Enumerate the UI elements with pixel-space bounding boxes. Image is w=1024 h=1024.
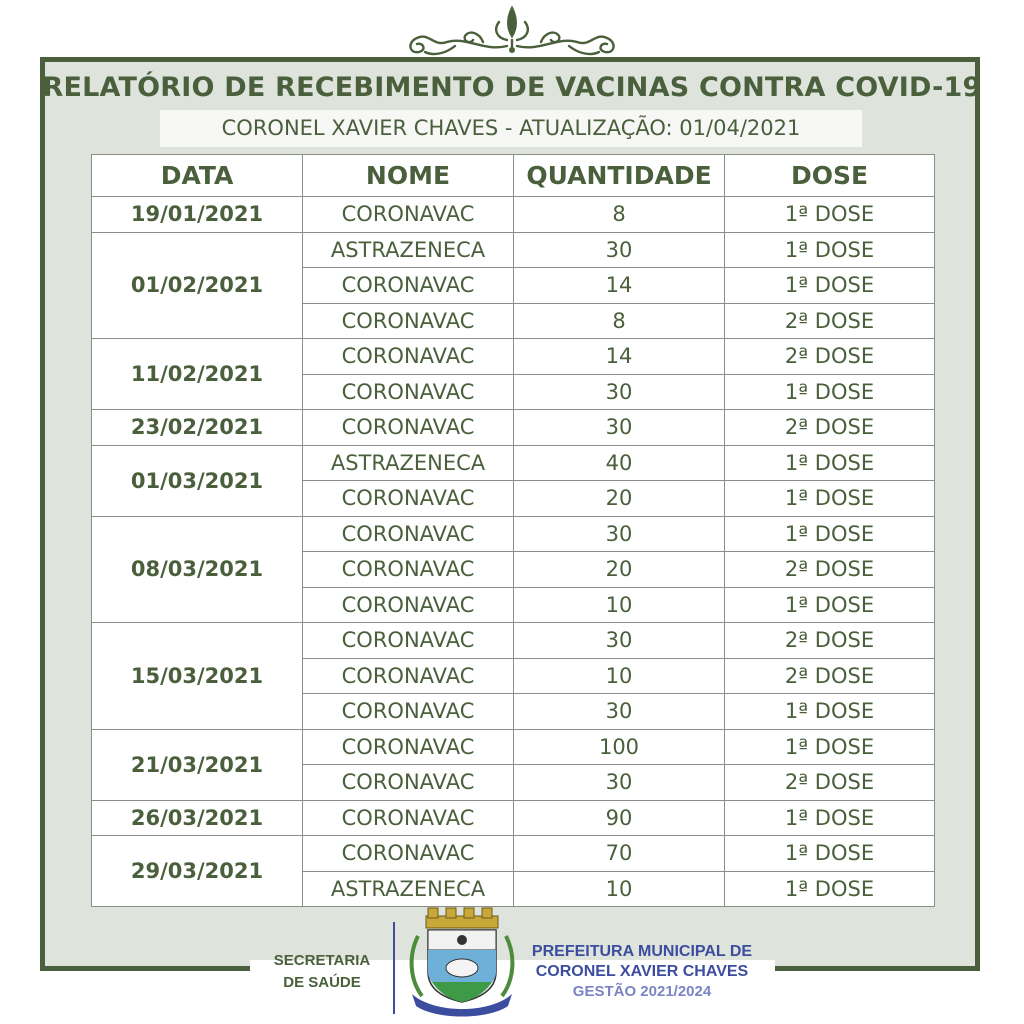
table-row [92,410,935,446]
name-cell: ASTRAZENECA [303,871,514,907]
dose-cell: 1ª DOSE [725,232,935,268]
name-cell: ASTRAZENECA [303,232,514,268]
quantity-cell: 8 [514,303,725,339]
quantity-cell: 14 [514,268,725,304]
report-title: RELATÓRIO DE RECEBIMENTO DE VACINAS CONTRA COVID-19 [42,72,982,103]
quantity-cell: 8 [514,197,725,233]
gestao-label: GESTÃO 2021/2024 [572,983,712,1000]
dose-cell: 1ª DOSE [725,694,935,730]
date-cell: 21/03/2021 [92,729,303,800]
dose-cell: 2ª DOSE [725,623,935,659]
prefeitura-line1: PREFEITURA MUNICIPAL DE [531,943,753,960]
table-row [92,197,935,233]
name-cell: CORONAVAC [303,836,514,872]
dose-cell: 1ª DOSE [725,481,935,517]
name-cell: CORONAVAC [303,765,514,801]
date-cell: 26/03/2021 [92,800,303,836]
quantity-cell: 70 [514,836,725,872]
quantity-cell: 90 [514,800,725,836]
dose-cell: 2ª DOSE [725,552,935,588]
name-cell: ASTRAZENECA [303,445,514,481]
dose-cell: 1ª DOSE [725,445,935,481]
table-body [92,197,935,907]
name-cell: CORONAVAC [303,374,514,410]
date-cell: 01/02/2021 [92,232,303,339]
date-cell: 08/03/2021 [92,516,303,623]
date-cell: 01/03/2021 [92,445,303,516]
quantity-cell: 30 [514,623,725,659]
table-row [92,232,935,268]
quantity-cell: 30 [514,374,725,410]
dose-cell: 1ª DOSE [725,836,935,872]
date-cell: 19/01/2021 [92,197,303,233]
header-quantidade: QUANTIDADE [514,155,725,197]
table-row [92,339,935,375]
flourish-ornament-icon [395,2,629,60]
dose-cell: 1ª DOSE [725,197,935,233]
dose-cell: 2ª DOSE [725,765,935,801]
quantity-cell: 10 [514,587,725,623]
quantity-cell: 30 [514,516,725,552]
dose-cell: 2ª DOSE [725,339,935,375]
name-cell: CORONAVAC [303,729,514,765]
table-header-row [92,155,935,197]
secretaria-line1: SECRETARIA [273,952,371,969]
date-cell: 11/02/2021 [92,339,303,410]
name-cell: CORONAVAC [303,658,514,694]
prefeitura-label [522,942,762,1002]
quantity-cell: 40 [514,445,725,481]
table-row [92,836,935,872]
dose-cell: 1ª DOSE [725,871,935,907]
header-data: DATA [92,155,303,197]
date-cell: 23/02/2021 [92,410,303,446]
table-row [92,729,935,765]
name-cell: CORONAVAC [303,197,514,233]
name-cell: CORONAVAC [303,410,514,446]
footer-divider [393,922,395,1014]
table-row [92,623,935,659]
name-cell: CORONAVAC [303,268,514,304]
quantity-cell: 30 [514,765,725,801]
secretaria-label [262,950,382,994]
report-subtitle: CORONEL XAVIER CHAVES - ATUALIZAÇÃO: 01/04/2021 [221,116,801,140]
quantity-cell: 30 [514,232,725,268]
date-cell: 15/03/2021 [92,623,303,730]
date-cell: 29/03/2021 [92,836,303,907]
quantity-cell: 30 [514,694,725,730]
dose-cell: 2ª DOSE [725,658,935,694]
table-row [92,445,935,481]
table-row [92,516,935,552]
quantity-cell: 14 [514,339,725,375]
name-cell: CORONAVAC [303,552,514,588]
header-nome: NOME [303,155,514,197]
quantity-cell: 20 [514,552,725,588]
quantity-cell: 10 [514,871,725,907]
dose-cell: 1ª DOSE [725,374,935,410]
quantity-cell: 30 [514,410,725,446]
dose-cell: 1ª DOSE [725,516,935,552]
name-cell: CORONAVAC [303,516,514,552]
prefeitura-line2: CORONEL XAVIER CHAVES [535,963,749,980]
name-cell: CORONAVAC [303,339,514,375]
secretaria-line2: DE SAÚDE [283,974,361,991]
table-row [92,800,935,836]
vaccine-table [91,154,935,907]
quantity-cell: 10 [514,658,725,694]
name-cell: CORONAVAC [303,481,514,517]
name-cell: CORONAVAC [303,303,514,339]
name-cell: CORONAVAC [303,800,514,836]
dose-cell: 1ª DOSE [725,268,935,304]
name-cell: CORONAVAC [303,623,514,659]
name-cell: CORONAVAC [303,587,514,623]
quantity-cell: 100 [514,729,725,765]
quantity-cell: 20 [514,481,725,517]
header-dose: DOSE [725,155,935,197]
dose-cell: 2ª DOSE [725,303,935,339]
dose-cell: 2ª DOSE [725,410,935,446]
name-cell: CORONAVAC [303,694,514,730]
dose-cell: 1ª DOSE [725,729,935,765]
dose-cell: 1ª DOSE [725,800,935,836]
municipal-crest-icon [404,906,520,1020]
dose-cell: 1ª DOSE [725,587,935,623]
